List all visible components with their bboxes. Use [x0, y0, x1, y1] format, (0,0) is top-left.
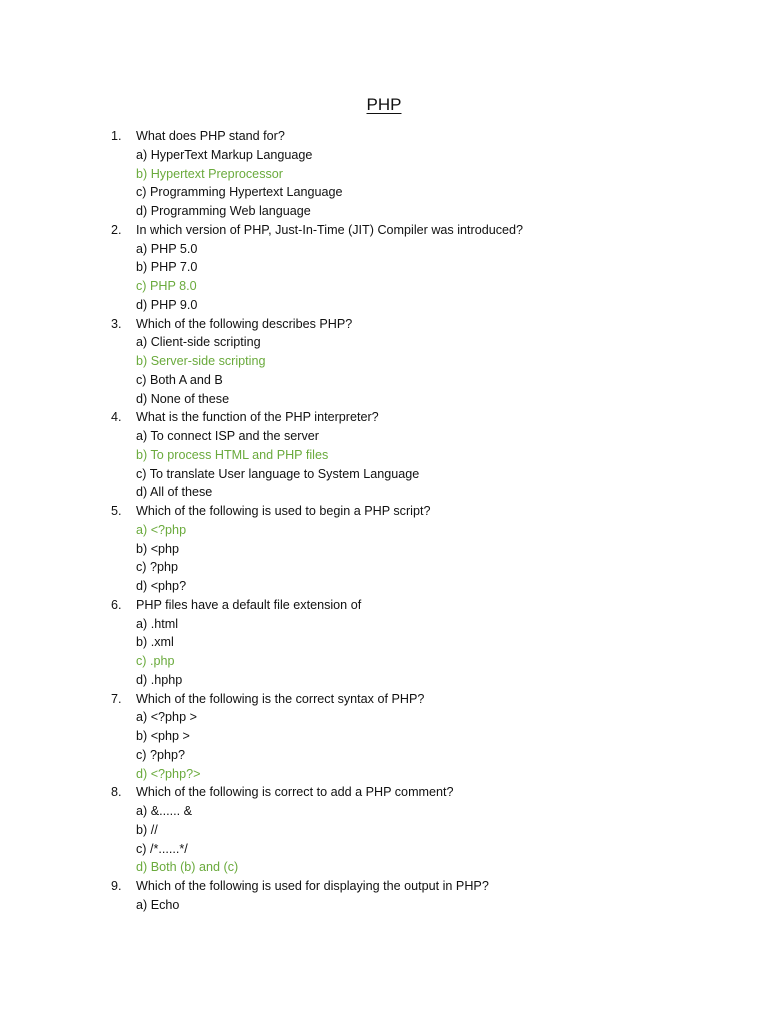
- answer-option: a) .html: [136, 616, 178, 631]
- question-text: Which of the following is used for displaying the output in PHP?: [136, 879, 489, 893]
- question-text: Which of the following describes PHP?: [136, 316, 353, 331]
- question-number: 3.: [111, 316, 122, 331]
- question-item: [0, 877, 768, 915]
- question-item: [0, 596, 768, 690]
- question-item: [0, 502, 768, 596]
- question-number: 1.: [111, 129, 122, 143]
- question-line: [0, 596, 768, 615]
- answer-option-correct: b) Hypertext Preprocessor: [136, 166, 283, 181]
- answer-option: c) Programming Hypertext Language: [136, 185, 343, 200]
- question-line: [0, 408, 768, 427]
- answer-option: a) <?php >: [136, 710, 197, 725]
- answer-option: a) HyperText Markup Language: [136, 147, 313, 162]
- question-number: 5.: [111, 504, 122, 518]
- question-item: [0, 690, 768, 784]
- answer-option: c) Both A and B: [136, 372, 223, 387]
- question-line: [0, 315, 768, 334]
- answer-option: c) ?php: [136, 560, 179, 575]
- question-number: 7.: [111, 691, 122, 706]
- question-text: Which of the following is the correct syntax of PHP?: [136, 691, 425, 706]
- answer-option: a) PHP 5.0: [136, 241, 198, 256]
- question-text: What is the function of the PHP interpreter?: [136, 410, 379, 425]
- question-item: [0, 315, 768, 409]
- question-number: 8.: [111, 785, 122, 800]
- answer-option: b) <php: [136, 541, 180, 556]
- answer-option: a) Client-side scripting: [136, 335, 261, 350]
- answer-option: b) PHP 7.0: [136, 260, 198, 275]
- question-number: 2.: [111, 222, 122, 237]
- question-item: [0, 221, 768, 315]
- question-line: [0, 221, 768, 240]
- answer-option: b) .xml: [136, 635, 174, 650]
- answer-option: a) Echo: [136, 897, 180, 912]
- question-list: [0, 127, 768, 915]
- question-line: [0, 127, 768, 146]
- answer-option: d) PHP 9.0: [136, 297, 198, 312]
- answer-option: b) //: [136, 822, 158, 837]
- answer-option: c) /*......*/: [136, 841, 188, 856]
- answer-option-correct: d) Both (b) and (c): [136, 860, 239, 875]
- answer-option: d) <php?: [136, 579, 187, 593]
- answer-option-correct: c) .php: [136, 654, 175, 668]
- answer-option: a) &...... &: [136, 804, 192, 818]
- answer-option: c) To translate User language to System Language: [136, 466, 420, 481]
- question-line: [0, 690, 768, 709]
- question-number: 4.: [111, 410, 122, 425]
- answer-option-correct: b) Server-side scripting: [136, 354, 266, 368]
- answer-option-correct: c) PHP 8.0: [136, 279, 197, 293]
- question-line: [0, 877, 768, 896]
- question-line: [0, 502, 768, 521]
- answer-option: d) All of these: [136, 485, 213, 500]
- answer-option: d) .hphp: [136, 672, 183, 687]
- question-text: PHP files have a default file extension of: [136, 597, 362, 612]
- question-text: Which of the following is correct to add a PHP comment?: [136, 785, 454, 800]
- answer-option: d) Programming Web language: [136, 204, 311, 218]
- answer-option-correct: a) <?php: [136, 522, 187, 537]
- question-item: [0, 127, 768, 221]
- answer-option: b) <php >: [136, 729, 190, 743]
- answer-option-correct: d) <?php?>: [136, 766, 201, 781]
- answer-option: a) To connect ISP and the server: [136, 429, 319, 443]
- question-text: What does PHP stand for?: [136, 129, 285, 143]
- question-item: [0, 783, 768, 877]
- question-text: In which version of PHP, Just-In-Time (JIT) Compiler was introduced?: [136, 222, 524, 237]
- question-number: 9.: [111, 879, 122, 893]
- answer-option-correct: b) To process HTML and PHP files: [136, 447, 329, 462]
- answer-option: d) None of these: [136, 391, 230, 406]
- question-text: Which of the following is used to begin a PHP script?: [136, 504, 431, 518]
- question-item: [0, 408, 768, 502]
- question-line: [0, 783, 768, 802]
- question-number: 6.: [111, 597, 122, 612]
- answer-option: c) ?php?: [136, 747, 186, 762]
- document-title: PHP: [366, 95, 402, 114]
